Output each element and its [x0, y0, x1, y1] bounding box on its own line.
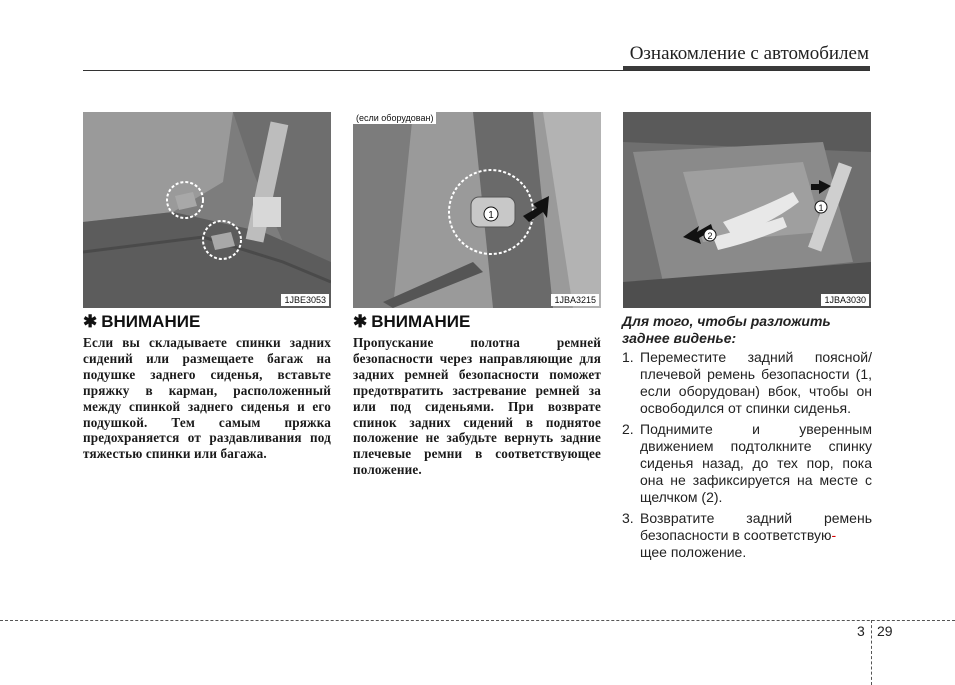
seat-buckle-illustration — [83, 112, 331, 308]
unfold-seat-illustration — [623, 112, 871, 308]
step-number: 2. — [622, 421, 634, 437]
step-number: 1. — [622, 349, 634, 365]
figure-code: 1JBA3030 — [821, 294, 869, 306]
callout-1: 1 — [488, 210, 494, 221]
figure-code: 1JBA3215 — [551, 294, 599, 306]
caution-text: Пропускание полотна ремней безопасности через направляющие для задних ремней безопасности поможет предотвратить застревание ремней за или под сиденьями. При возврате спинок задних сидений в поднятое положение не забудьте вернуть задние плечевые ремни в соответствующее положение. — [353, 335, 601, 478]
belt-guide-illustration — [353, 112, 601, 308]
asterisk-icon: ✱ — [83, 312, 98, 331]
instruction-step — [622, 510, 872, 561]
instruction-steps — [622, 349, 872, 565]
figure-code: 1JBE3053 — [281, 294, 329, 306]
caution-heading — [353, 312, 470, 332]
step-text: Переместите задний поясной/ плечевой ремень безопасности (1, если оборудован) вбок, чтобы он освободился от спинки сиденья. — [640, 349, 872, 416]
page-number: 29 — [877, 623, 893, 639]
caution-heading — [83, 312, 200, 332]
figure-rear-seat-buckle — [83, 112, 331, 308]
caution-title-text: ВНИМАНИЕ — [371, 312, 471, 331]
instruction-step — [622, 421, 872, 506]
figure-unfold-seat — [623, 112, 871, 308]
caution-title-text: ВНИМАНИЕ — [101, 312, 201, 331]
hyphen-mark: - — [831, 527, 837, 543]
footer-vertical-divider — [871, 620, 872, 685]
callout-1: 1 — [818, 203, 824, 213]
footer-divider — [0, 620, 955, 621]
figure-belt-guide — [353, 112, 601, 308]
caution-text: Если вы складываете спинки задних сидений или размещаете багаж на подушке заднего сиденья, вставьте пряжку в карман, расположенный между спинкой заднего сиденья и его подушкой. Тем самым пряжка предохраняется от раздавливания под тяжестью спинки или багажа. — [83, 335, 331, 462]
step-text: Поднимите и уверенным движением подтолкните спинку сиденья назад, до тех пор, пока она не зафиксируется на месте с щелчком (2). — [640, 421, 872, 505]
asterisk-icon: ✱ — [353, 312, 368, 331]
instructions-heading: Для того, чтобы разложить заднее виденье: — [622, 313, 831, 346]
step-text-part: щее положение. — [640, 544, 747, 560]
header-rule — [83, 70, 870, 71]
figure-optional-tag: (если оборудован) — [353, 112, 436, 124]
step-text-part: Возвратите задний ремень безопасности в соответствую — [640, 510, 872, 543]
chapter-number: 3 — [857, 623, 865, 639]
callout-2: 2 — [707, 231, 713, 241]
instruction-step — [622, 349, 872, 417]
section-title: Ознакомление с автомобилем — [629, 43, 869, 64]
step-number: 3. — [622, 510, 634, 526]
step-text — [640, 510, 872, 561]
